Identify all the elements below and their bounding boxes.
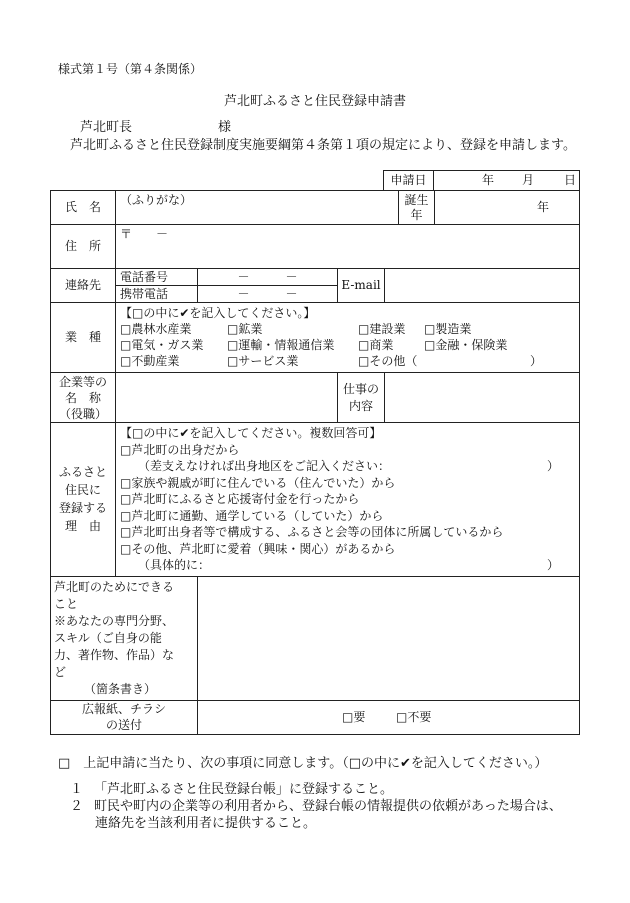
address-label: 住 所	[51, 225, 116, 269]
intro-text: 芦北町ふるさと住民登録制度実施要綱第４条第１項の規定により、登録を申請します。	[70, 138, 576, 153]
industry-option-service[interactable]: □サービス業	[227, 354, 299, 368]
address-row	[51, 225, 580, 269]
reason-label-line-4: 理 由	[64, 519, 101, 534]
contribution-label-line-1: 芦北町のためにできる	[54, 579, 175, 594]
reason-instruction: 【□の中に✔を記入してください。複数回答可】	[120, 426, 382, 440]
reason-other-close-paren: ）	[547, 558, 560, 572]
contribution-label-line-2: こと	[54, 596, 79, 611]
agreement-item-2-text: 町民や町内の企業等の利用者から、登録台帳の情報提供の依頼があった場合は、	[94, 799, 562, 814]
agreement-item-2-continued: 連絡先を当該利用者に提供すること。	[95, 816, 317, 831]
postal-code-label: 〒 －	[120, 227, 169, 241]
contribution-label-line-5: 力、著作物、作品）な	[54, 647, 175, 662]
mobile-mask: － －	[237, 286, 298, 301]
addressee-honorific: 様	[218, 120, 232, 135]
industry-other-close-paren: ）	[530, 354, 543, 368]
company-label	[51, 373, 116, 423]
contribution-field[interactable]	[198, 576, 580, 700]
industry-line-2	[120, 337, 575, 353]
mobile-label: 携帯電話	[116, 286, 198, 303]
reason-option-birthplace[interactable]: □芦北町の出身だから	[120, 442, 240, 457]
addressee-name: 芦北町長	[80, 120, 133, 135]
mobile-field[interactable]	[198, 286, 338, 303]
company-label-line-1: 企業等の	[58, 374, 107, 389]
contribution-label-line-4: スキル（ご自身の能	[54, 630, 162, 645]
reason-option-family[interactable]: □家族や親戚が町に住んでいる（住んでいた）から	[120, 475, 396, 490]
job-label	[338, 373, 385, 423]
form-number: 様式第１号（第４条関係）	[58, 62, 203, 76]
industry-option-mining[interactable]: □鉱業	[227, 322, 263, 336]
reason-label	[51, 423, 116, 577]
company-name-field[interactable]	[116, 373, 338, 423]
furigana-label: （ふりがな）	[120, 193, 193, 207]
flyer-option-yes[interactable]: □要	[342, 709, 366, 724]
company-label-line-2: 名 称	[64, 390, 101, 405]
name-row	[51, 191, 580, 225]
industry-option-construction[interactable]: □建設業	[358, 322, 406, 336]
reason-option-association[interactable]: □芦北町出身者等で構成する、ふるさと会等の団体に所属しているから	[120, 525, 504, 539]
contact-label: 連絡先	[51, 269, 116, 303]
birth-year-unit: 年	[537, 200, 550, 214]
flyer-row	[51, 700, 580, 734]
reason-label-line-2: 住民に	[64, 483, 101, 498]
address-field[interactable]	[116, 225, 580, 269]
birth-year-field[interactable]	[435, 191, 580, 225]
job-label-line-1: 仕事の	[342, 381, 379, 396]
reason-option-commute[interactable]: □芦北町に通勤、通学している（していた）から	[120, 508, 384, 523]
form-title: 芦北町ふるさと住民登録申請書	[223, 94, 406, 109]
reason-other-detail-text: （具体的に：	[138, 558, 211, 572]
industry-option-other[interactable]: □その他（	[358, 354, 418, 368]
industry-options	[116, 303, 580, 373]
reason-label-line-3: 登録する	[58, 501, 107, 516]
phone-label: 電話番号	[116, 269, 198, 286]
contribution-row	[51, 576, 580, 700]
date-table	[383, 170, 580, 191]
date-label: 申請日	[384, 171, 434, 191]
birth-year-label: 誕生年	[399, 191, 435, 225]
reason-birthplace-close-paren: ）	[547, 459, 560, 473]
company-row	[51, 373, 580, 423]
reason-label-line-1: ふるさと	[58, 465, 107, 480]
job-content-field[interactable]	[385, 373, 580, 423]
contribution-label-line-3: ※あなたの専門分野、	[54, 613, 175, 628]
industry-instruction: 【□の中に✔を記入してください。】	[120, 306, 316, 320]
industry-line-3	[120, 353, 575, 369]
company-label-line-3: （役職）	[58, 406, 107, 421]
reason-row	[51, 423, 580, 577]
name-label: 氏 名	[51, 191, 116, 225]
addressee	[80, 116, 231, 135]
application-form-table	[50, 190, 580, 735]
name-field[interactable]	[116, 191, 399, 225]
contribution-label	[51, 576, 198, 700]
reason-other-detail[interactable]	[120, 557, 575, 574]
flyer-option-no[interactable]: □不要	[396, 709, 432, 724]
industry-label: 業 種	[51, 303, 116, 373]
date-month: 月	[522, 173, 535, 187]
date-day: 日	[564, 173, 577, 187]
job-label-line-2: 内容	[348, 398, 373, 413]
industry-option-utilities[interactable]: □電気・ガス業	[120, 338, 204, 352]
phone-mask: － －	[237, 269, 298, 284]
agreement-item-1-text: 「芦北町ふるさと住民登録台帳」に登録すること。	[94, 782, 394, 797]
email-label: E-mail	[338, 269, 385, 303]
industry-line-1	[120, 321, 575, 337]
reason-birthplace-detail[interactable]	[120, 458, 575, 475]
contact-phone-row	[51, 269, 580, 286]
industry-option-finance[interactable]: □金融・保険業	[424, 338, 508, 352]
agreement-item-2-number: ２	[70, 799, 84, 814]
industry-option-real-estate[interactable]: □不動産業	[120, 354, 180, 368]
reason-options	[116, 423, 580, 577]
date-year: 年	[482, 173, 495, 187]
flyer-label	[51, 700, 198, 734]
industry-option-transport[interactable]: □運輸・情報通信業	[227, 338, 335, 352]
industry-option-agriculture[interactable]: □農林水産業	[120, 322, 192, 336]
industry-option-manufacturing[interactable]: □製造業	[424, 322, 472, 336]
email-field[interactable]	[385, 269, 580, 303]
agreement-item-1-number: １	[70, 782, 84, 797]
reason-option-other[interactable]: □その他、芦北町に愛着（興味・関心）があるから	[120, 541, 396, 556]
industry-option-commerce[interactable]: □商業	[358, 338, 394, 352]
reason-option-donation[interactable]: □芦北町にふるさと応援寄付金を行ったから	[120, 492, 360, 506]
industry-row	[51, 303, 580, 373]
phone-field[interactable]	[198, 269, 338, 286]
contribution-label-line-6: ど	[54, 664, 67, 679]
agreement-checkbox[interactable]: □ 上記申請に当たり、次の事項に同意します。（□の中に✔を記入してください。）	[58, 756, 548, 771]
contribution-label-line-7: （箇条書き）	[84, 681, 157, 696]
flyer-label-line-1: 広報紙、チラシ	[81, 702, 166, 716]
flyer-options	[198, 700, 580, 734]
flyer-label-line-2: の送付	[105, 718, 142, 732]
date-field[interactable]	[434, 171, 580, 191]
reason-birthplace-detail-text: （差支えなければ出身地区をご記入ください：	[138, 459, 391, 473]
